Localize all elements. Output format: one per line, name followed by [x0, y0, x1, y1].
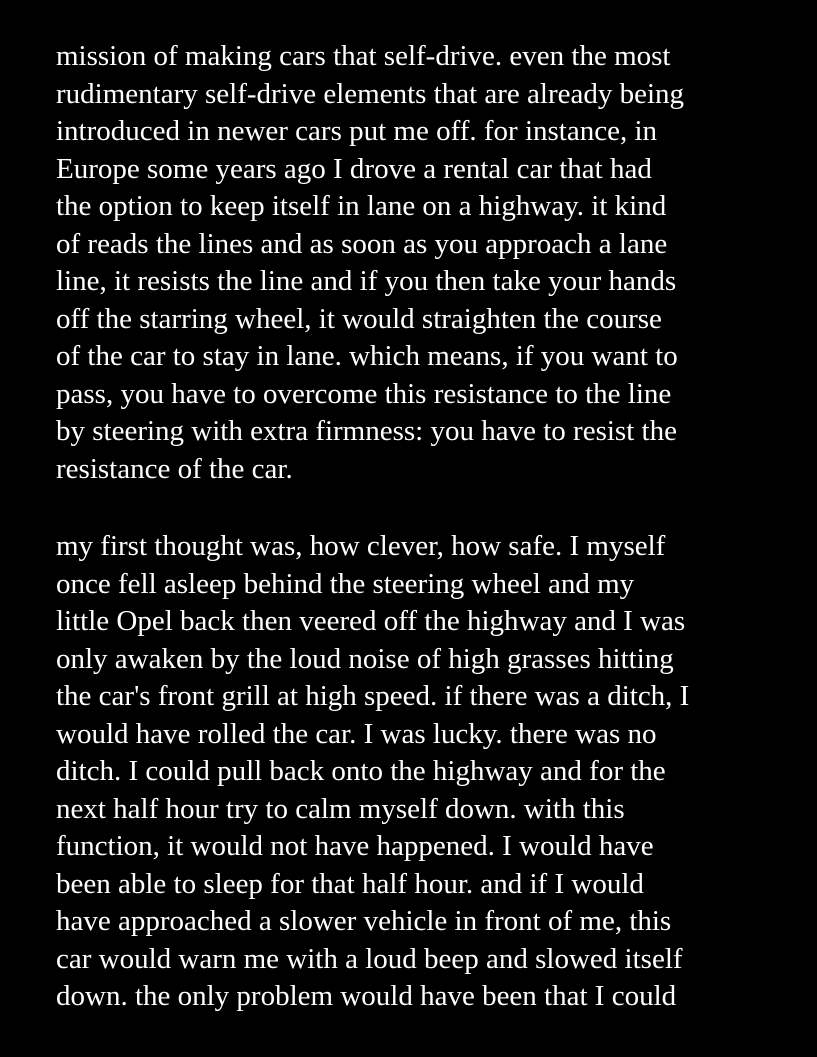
text-line: off the starring wheel, it would straighten the course [56, 302, 662, 335]
text-line: down. the only problem would have been that I could [56, 980, 677, 1012]
text-line: would have rolled the car. I was lucky. there was no [56, 717, 657, 750]
text-line: once fell asleep behind the steering wheel and my [56, 567, 635, 600]
text-line: little Opel back then veered off the highway and I was [56, 605, 686, 637]
text-line: car would warn me with a loud beep and slowed itself [56, 942, 683, 975]
text-line: have approached a slower vehicle in front of me, this [56, 905, 672, 937]
text-line: only awaken by the loud noise of high grasses hitting [56, 642, 674, 675]
text-line: introduced in newer cars put me off. for instance, in [56, 115, 658, 147]
paragraph-2 [56, 528, 689, 1016]
text-line: resistance of the car. [56, 452, 293, 485]
text-line: Europe some years ago I drove a rental car that had [56, 152, 652, 185]
text-line: function, it would not have happened. I would have [56, 830, 654, 862]
text-line: the car's front grill at high speed. if there was a ditch, I [56, 680, 690, 712]
text-line: mission of making cars that self-drive. even the most [56, 40, 671, 72]
paragraph-1 [56, 38, 684, 488]
text-line: pass, you have to overcome this resistance to the line [56, 377, 672, 410]
text-line: of reads the lines and as soon as you approach a lane [56, 227, 668, 260]
text-line: been able to sleep for that half hour. and if I would [56, 867, 644, 900]
text-line: ditch. I could pull back onto the highway and for the [56, 755, 666, 787]
text-line: of the car to stay in lane. which means, if you want to [56, 340, 678, 372]
text-line: rudimentary self-drive elements that are already being [56, 77, 685, 110]
text-line: next half hour try to calm myself down. with this [56, 792, 625, 825]
text-line: my first thought was, how clever, how safe. I myself [56, 530, 666, 562]
text-line: line, it resists the line and if you then take your hands [56, 265, 677, 297]
text-line: by steering with extra firmness: you have to resist the [56, 415, 677, 447]
text-line: the option to keep itself in lane on a highway. it kind [56, 190, 667, 222]
